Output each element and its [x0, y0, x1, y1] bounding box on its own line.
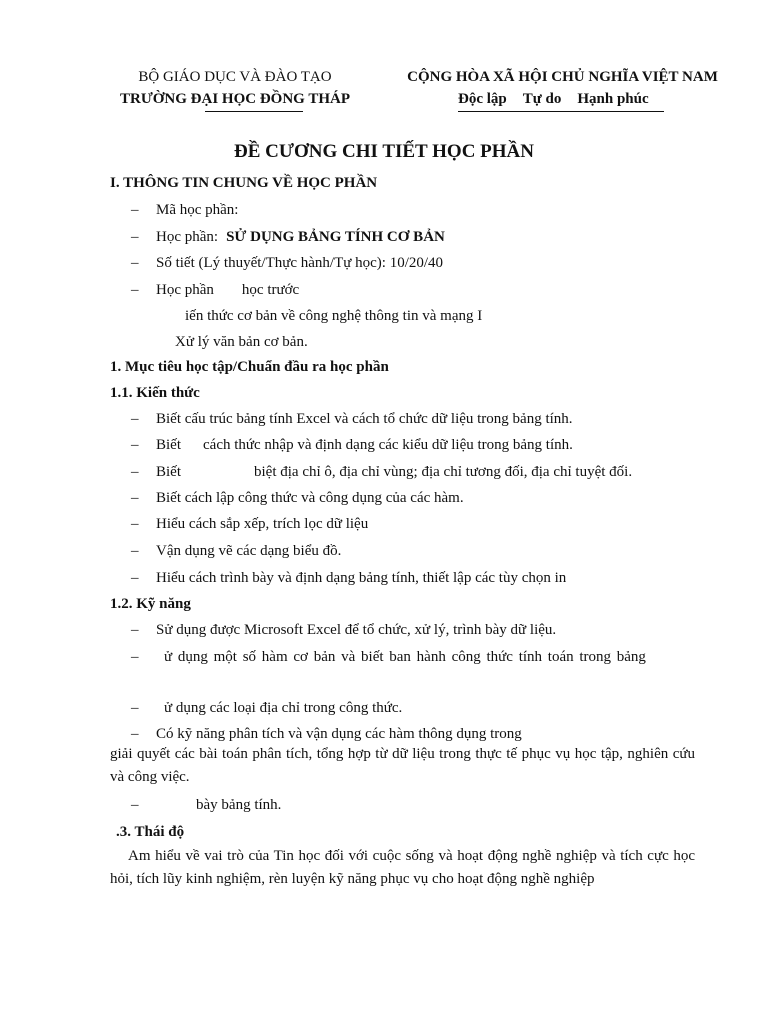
- skill-text-4-continuation: giải quyết các bài toán phân tích, tổng hợp từ dữ liệu trong thực tế phục vụ học tập, nghiên cứu và công việc.: [110, 746, 695, 785]
- document-title: ĐỀ CƯƠNG CHI TIẾT HỌC PHẦN: [234, 141, 534, 162]
- dash-marker: –: [131, 490, 139, 506]
- motto-part-1: Độc lập: [458, 91, 507, 107]
- hours-text: Số tiết (Lý thuyết/Thực hành/Tự học): 10/20/40: [156, 255, 444, 271]
- motto-part-2: Tự do: [522, 91, 562, 107]
- knowledge-item-3: [131, 461, 632, 483]
- course-code-label: Mã học phần:: [156, 202, 239, 218]
- knowledge-item-7: [131, 567, 566, 589]
- university-underline: [205, 111, 303, 112]
- course-code-item: [131, 199, 238, 221]
- skill-text-1: Sử dụng được Microsoft Excel để tổ chức, xử lý, trình bày dữ liệu.: [156, 622, 557, 638]
- knowledge-item-6: [131, 540, 341, 562]
- dash-marker: –: [131, 437, 139, 453]
- course-name-value: SỬ DỤNG BẢNG TÍNH CƠ BẢN: [226, 229, 445, 245]
- prerequisite-1: iến thức cơ bản về công nghệ thông tin và mạng I: [185, 308, 483, 324]
- republic-name: CỘNG HÒA XÃ HỘI CHỦ NGHĨA VIỆT NAM: [407, 69, 718, 85]
- dash-marker: –: [131, 797, 139, 813]
- dash-marker: –: [131, 570, 139, 586]
- section-1-heading: I. THÔNG TIN CHUNG VỀ HỌC PHẦN: [110, 175, 378, 191]
- dash-marker: –: [131, 700, 139, 716]
- skill-text-2: ử dụng một số hàm cơ bản và biết ban hành công thức tính toán trong bảng: [164, 649, 646, 665]
- skill-item-5: [131, 794, 281, 816]
- dash-marker: –: [131, 255, 139, 271]
- knowledge-item-5: [131, 513, 368, 535]
- ministry-name: BỘ GIÁO DỤC VÀ ĐÀO TẠO: [138, 69, 332, 85]
- attitude-text: Am hiểu về vai trò của Tin học đối với cuộc sống và hoạt động nghề nghiệp và tích cực học hỏi, tích lũy kinh nghiệm, rèn luyện kỹ năng phục vụ cho hoạt động nghề nghiệp: [110, 848, 695, 887]
- motto: [458, 88, 649, 110]
- knowledge-text-7: Hiểu cách trình bày và định dạng bảng tính, thiết lập các tùy chọn in: [156, 570, 567, 586]
- prerequisite-2: Xử lý văn bản cơ bản.: [175, 334, 308, 350]
- knowledge-item-4: [131, 487, 464, 509]
- prerequisite-label-a: Học phần: [156, 282, 214, 298]
- knowledge-item-2: [131, 434, 573, 456]
- objectives-heading: 1. Mục tiêu học tập/Chuẩn đầu ra học phần: [110, 359, 389, 375]
- motto-part-3: Hạnh phúc: [577, 91, 649, 107]
- skill-item-3: [131, 697, 402, 719]
- skill-item-2: [131, 646, 646, 668]
- skills-heading: 1.2. Kỹ năng: [110, 596, 191, 612]
- dash-marker: –: [131, 202, 139, 218]
- dash-marker: –: [131, 543, 139, 559]
- knowledge-text-3b: biệt địa chỉ ô, địa chỉ vùng; địa chỉ tương đối, địa chỉ tuyệt đối.: [254, 464, 633, 480]
- prerequisite-label-b: học trước: [241, 282, 300, 298]
- dash-marker: –: [131, 229, 139, 245]
- dash-marker: –: [131, 649, 139, 665]
- knowledge-text-2b: cách thức nhập và định dạng các kiểu dữ liệu trong bảng tính.: [203, 437, 573, 453]
- knowledge-text-2a: Biết: [156, 437, 181, 453]
- skill-text-4: Có kỹ năng phân tích và vận dụng các hàm thông dụng trong: [156, 726, 522, 742]
- knowledge-item-1: [131, 408, 573, 430]
- dash-marker: –: [131, 411, 139, 427]
- dash-marker: –: [131, 516, 139, 532]
- knowledge-text-4: Biết cách lập công thức và công dụng của các hàm.: [156, 490, 464, 506]
- knowledge-text-1: Biết cấu trúc bảng tính Excel và cách tổ chức dữ liệu trong bảng tính.: [156, 411, 573, 427]
- dash-marker: –: [131, 282, 139, 298]
- university-name: TRƯỜNG ĐẠI HỌC ĐỒNG THÁP: [119, 91, 350, 107]
- dash-marker: –: [131, 726, 139, 742]
- course-name-label: Học phần:: [156, 229, 219, 245]
- course-name-item: [131, 226, 445, 248]
- dash-marker: –: [131, 622, 139, 638]
- hours-item: [131, 252, 443, 274]
- dash-marker: –: [131, 464, 139, 480]
- motto-underline: [458, 111, 664, 112]
- skill-item-4: [131, 723, 522, 745]
- knowledge-text-6: Vận dụng vẽ các dạng biểu đồ.: [156, 543, 342, 559]
- skill-text-5: bày bảng tính.: [196, 797, 282, 813]
- knowledge-text-5: Hiểu cách sắp xếp, trích lọc dữ liệu: [156, 516, 369, 532]
- prerequisite-item: [131, 279, 299, 301]
- attitude-heading: .3. Thái độ: [116, 824, 185, 840]
- skill-text-3: ử dụng các loại địa chỉ trong công thức.: [164, 700, 403, 716]
- knowledge-heading: 1.1. Kiến thức: [110, 385, 200, 401]
- skill-item-1: [131, 619, 556, 641]
- knowledge-text-3a: Biết: [156, 464, 181, 480]
